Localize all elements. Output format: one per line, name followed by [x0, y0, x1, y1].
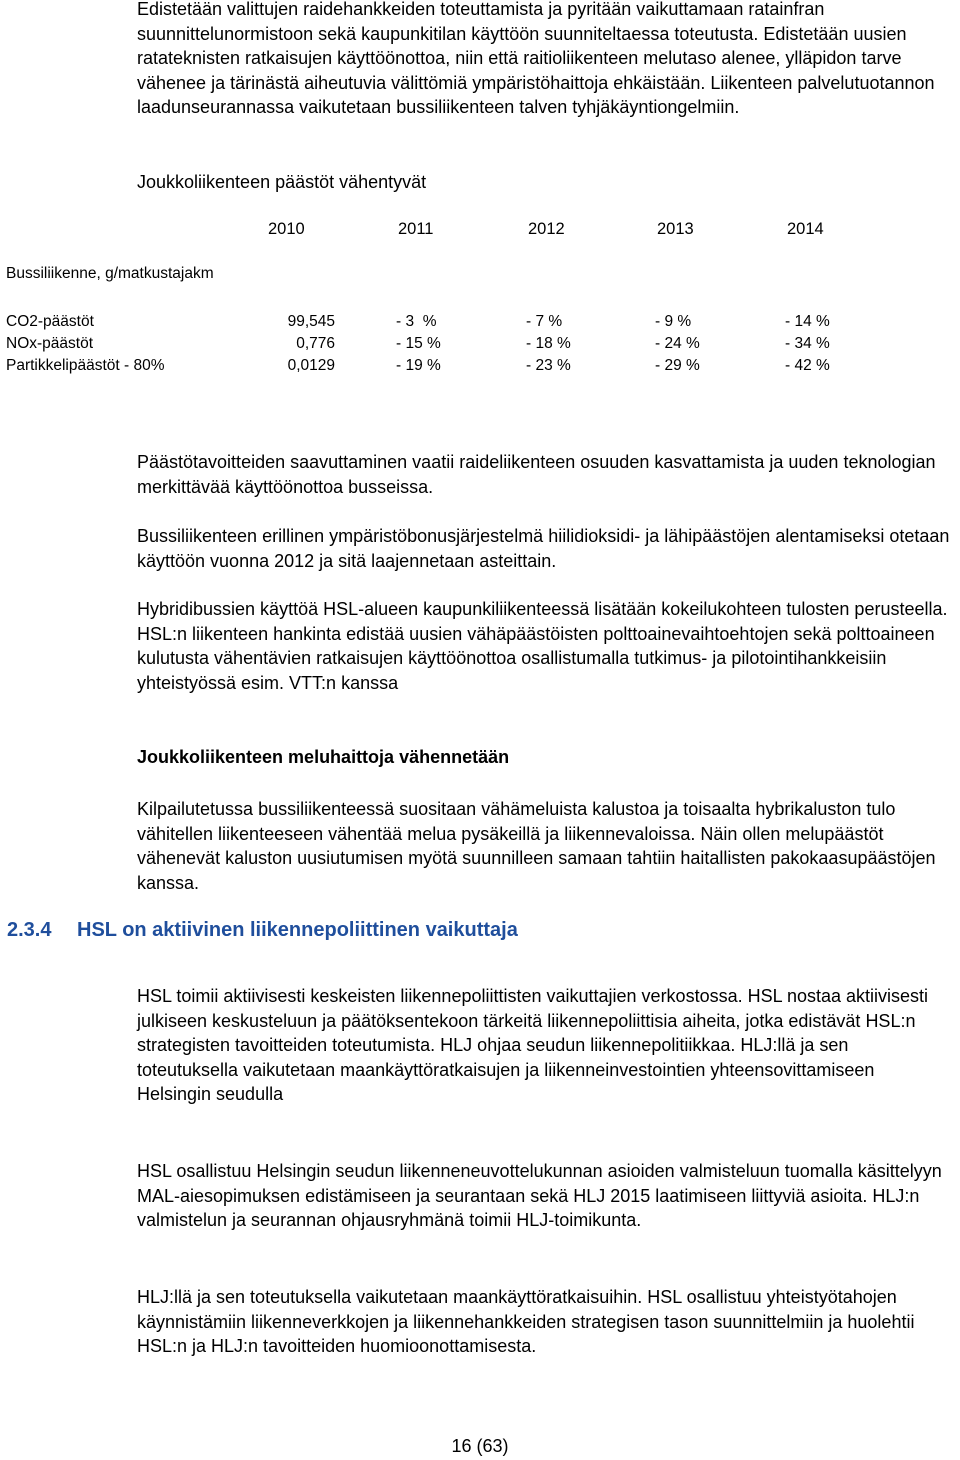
cell-2014: - 42 % [785, 357, 830, 374]
section-number: 2.3.4 [7, 919, 52, 941]
cell-2014: - 34 % [785, 335, 830, 352]
table-row-nox [0, 335, 960, 357]
emissions-table-title: Joukkoliikenteen päästöt vähentyvät [137, 172, 427, 192]
cell-2011: - 15 % [396, 335, 441, 352]
paragraph-network: HSL toimii aktiivisesti keskeisten liikennepoliittisten vaikuttajien verkostossa. HSL nostaa aktiivisesti julkiseen keskusteluun ja päätöksentekoon tärkeitä liikennepoliittisia aiheita, jotka edistävät HSL:n strategisten tavoitteiden toteutumista. HLJ ohjaa seudun liikennepolitiikkaa. HLJ:llä ja sen toteutuksella vaikutetaan maankäyttöratkaisujen ja liikenneinvestointien yhteensovittamiseen Helsingin seudulla [137, 986, 929, 1104]
table-row-particles [0, 357, 960, 379]
cell-2013: - 24 % [655, 335, 700, 352]
row-label: CO2-päästöt [6, 313, 94, 330]
year-header-2014: 2014 [787, 220, 824, 238]
section-title: HSL on aktiivinen liikennepoliittinen vaikuttaja [77, 919, 518, 941]
year-header-2012: 2012 [528, 220, 565, 238]
paragraph-emission-targets: Päästötavoitteiden saavuttaminen vaatii raideliikenteen osuuden kasvattamista ja uuden teknologian merkittävää käyttöönottoa busseissa. [137, 452, 936, 497]
cell-2012: - 18 % [526, 335, 571, 352]
year-header-2011: 2011 [398, 220, 434, 238]
cell-2012: - 23 % [526, 357, 571, 374]
paragraph-hybrid-buses: Hybridibussien käyttöä HSL-alueen kaupunkiliikenteessä lisätään kokeilukohteen tulosten perusteella. HSL:n liikenteen hankinta edistää uusien vähäpäästöisten polttoainevaihtoehtojen sekä polttoaineen kulutusta vähentävien ratkaisujen käyttöönottoa osallistumalla tutkimus- ja pilotointihankkeisiin yhteistyössä esim. VTT:n kanssa [137, 599, 948, 693]
year-header-2010: 2010 [268, 220, 305, 238]
cell-2013: - 29 % [655, 357, 700, 374]
cell-2012: - 7 % [526, 313, 563, 330]
cell-2010: 0,0129 [287, 357, 335, 374]
table-unit-label: Bussiliikenne, g/matkustajakm [6, 265, 214, 282]
paragraph-land-use: HLJ:llä ja sen toteutuksella vaikutetaan maankäyttöratkaisuihin. HSL osallistuu yhteistyötahojen käynnistämiin liikenneverkkojen ja liikennehankkeiden strategisen tason suunnittelmiin ja huolehtii HSL:n ja HLJ:n tavoitteiden huomioonottamisesta. [137, 1287, 915, 1356]
cell-2010: 0,776 [296, 335, 335, 352]
section-heading [7, 919, 518, 942]
cell-2011: - 3 % [396, 313, 437, 330]
paragraph-noise: Kilpailutetussa bussiliikenteessä suositaan vähämeluista kalustoa ja toisaalta hybrikaluston tulo vähitellen liikenteeseen vähentää melua pysäkeillä ja liikennevaloissa. Näin ollen melupäästöt vähenevät kaluston uusiutumisen myötä suunnilleen samaan tahtiin haitallisten pakokaasupäästöjen kanssa. [137, 799, 936, 893]
paragraph-advisory-board: HSL osallistuu Helsingin seudun liikenneneuvottelukunnan asioiden valmisteluun tuomalla käsittelyyn MAL-aiesopimuksen edistämiseen ja seurantaan sekä HLJ 2015 laatimiseen liittyviä asioita. HLJ:n valmistelun ja seurannan ohjausryhmänä toimii HLJ-toimikunta. [137, 1161, 942, 1230]
noise-heading: Joukkoliikenteen meluhaittoja vähennetään [137, 747, 510, 767]
cell-2010: 99,545 [287, 313, 335, 330]
intro-paragraph: Edistetään valittujen raidehankkeiden toteuttamista ja pyritään vaikuttamaan ratainfran suunnittelunormistoon sekä kaupunkitilan käyttöön suunniteltaessa toteutusta. Edistetään uusien ratateknisten ratkaisujen käyttöönottoa, niin että raitioliikenteen melutaso alenee, ylläpidon tarve vähenee ja tärinästä aiheutuvia välittömiä ympäristöhaittoja ehkäistään. Liikenteen palvelutuotannon laadunseurannassa vaikutetaan bussiliikenteen talven tyhjäkäyntiongelmiin. [137, 0, 935, 117]
table-row-co2 [0, 313, 960, 335]
cell-2014: - 14 % [785, 313, 830, 330]
row-label: Partikkelipäästöt - 80% [6, 357, 165, 374]
paragraph-bonus-system: Bussiliikenteen erillinen ympäristöbonusjärjestelmä hiilidioksidi- ja lähipäästöjen alentamiseksi otetaan käyttöön vuonna 2012 ja sitä laajennetaan asteittain. [137, 526, 950, 571]
cell-2011: - 19 % [396, 357, 441, 374]
page-number: 16 (63) [451, 1436, 509, 1456]
cell-2013: - 9 % [655, 313, 692, 330]
year-header-2013: 2013 [657, 220, 694, 238]
row-label: NOx-päästöt [6, 335, 94, 352]
